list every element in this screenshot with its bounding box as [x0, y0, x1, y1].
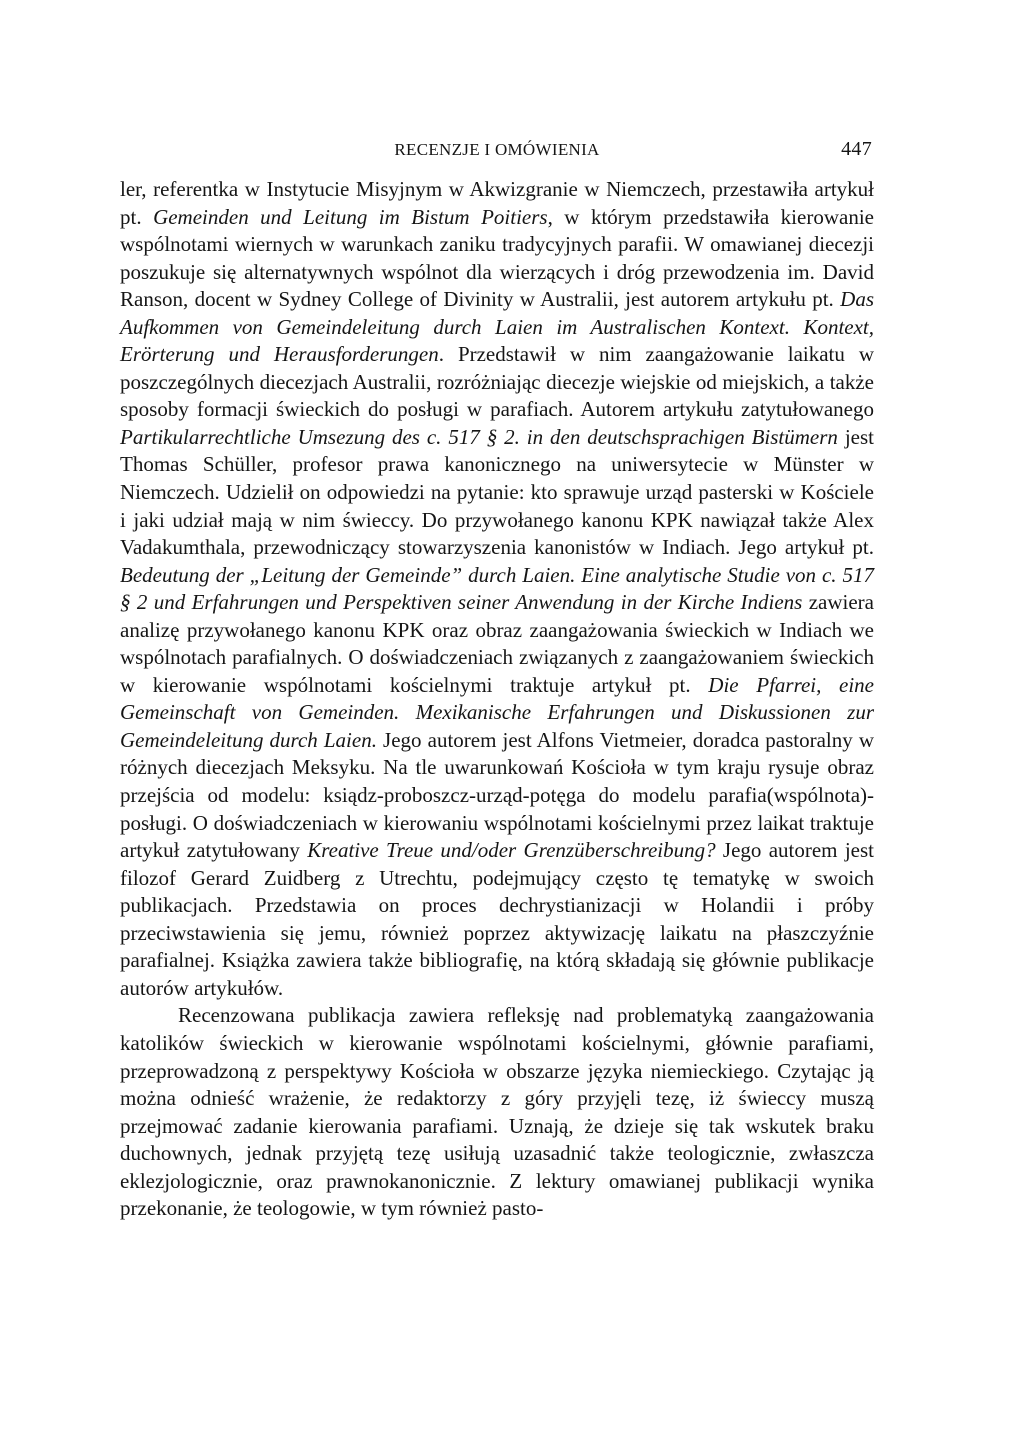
paragraph-1-segment: Jego autorem jest filozof Gerard Zuidberg z Utrechtu, podejmujący często tę tematykę w swoich publikacjach. Przedstawia on proces dechrystianizacji w Holandii i próby przeciwstawienia się jemu, również poprzez aktywizację laikatu na płaszczyźnie parafialnej. Książka zawiera także bibliografię, na którą składają się głównie publikacje autorów artykułów.: [120, 838, 874, 1000]
paragraph-1-title: Das Aufkommen von Gemeindeleitung durch Laien im Australischen Kontext. Kontext, Erörterung und Herausforderungen: [120, 287, 874, 367]
paragraph-1-segment: , w którym przedstawiła kierowanie wspólnotami wiernych w warunkach zaniku tradycyjnych parafii. W omawianej diecezji poszukuje się alternatywnych wspólnot dla wierzących i dróg przewodzenia im. David Ranson, docent w Sydney College of Divinity w Australii, jest autorem artykułu pt.: [120, 204, 874, 312]
running-head: [120, 132, 874, 176]
paragraph-1-title: Gemeinden und Leitung im Bistum Poitiers: [153, 204, 548, 229]
paragraph-1-segment: jest Thomas Schüller, profesor prawa kanonicznego na uniwersytecie w Münster w Niemczech. Udzielił on odpowiedzi na pytanie: kto sprawuje urząd pasterski w Kościele i jaki udział mają w nim świeccy. Do przywołanego kanonu KPK nawiązał także Alex Vadakumthala, przewodniczący stowarzyszenia kanonistów w Indiach. Jego artykuł pt.: [120, 424, 874, 560]
paragraph-1-segment: . Przedstawił w nim zaangażowanie laikatu w poszczególnych diecezjach Australii, rozróżniając diecezje wiejskie od miejskich, a także sposoby formacji świeckich do posługi w parafiach. Autorem artykułu zatytułowanego: [120, 342, 874, 422]
page-number: 447: [841, 138, 872, 160]
paragraph-1-segment: zawiera analizę przywołanego kanonu KPK oraz obraz zaangażowania świeckich w Indiach we wspólnotach parafialnych. O doświadczeniach związanych z zaangażowaniem świeckich w kierowanie wspólnotami kościelnymi traktuje artykuł pt.: [120, 590, 874, 697]
paragraph-1-title: Partikularrechtliche Umsezung des c. 517 § 2. in den deutschsprachigen Bistümern: [120, 424, 838, 449]
paragraph-1-title: Die Pfarrei, eine Gemeinschaft von Gemeinden. Mexikanische Erfahrungen und Diskussionen zur Gemeindeleitung durch Laien.: [120, 672, 875, 752]
paragraph-2: Recenzowana publikacja zawiera refleksję nad problematyką zaangażowania katolików świeckich w kierowanie wspólnotami kościelnymi, głównie parafiami, przeprowadzoną z perspektywy Kościoła w obszarze języka niemieckiego. Czytając ją można odnieść wrażenie, że redaktorzy z góry przyjęli tezę, iż świeccy muszą przejmować zadanie kierowania parafiami. Uznają, że dzieje się tak wskutek braku duchownych, jednak przyjętą tezę usiłują uzasadnić także teologicznie, zwłaszcza eklezjologicznie, oraz prawnokanonicznie. Z lektury omawianej publikacji wynika przekonanie, że teologowie, w tym również pasto-: [120, 1003, 874, 1221]
paragraph-1-title: Kreative Treue und/oder Grenzüberschreibung?: [307, 838, 716, 863]
paragraph-1-segment: ler, referentka w Instytucie Misyjnym w Akwizgranie w Niemczech, przestawiła artykuł pt.: [120, 177, 874, 229]
running-title: RECENZJE I OMÓWIENIA: [394, 140, 600, 159]
paragraph-1: [120, 176, 874, 1002]
paragraph-1-title: Bedeutung der „Leitung der Gemeinde” durch Laien. Eine analytische Studie von c. 517 § 2 und Erfahrungen und Perspektiven seiner Anwendung in der Kirche Indiens: [120, 562, 874, 615]
paragraph-1-segment: Jego autorem jest Alfons Vietmeier, doradca pastoralny w różnych diecezjach Meksyku. Na tle uwarunkowań Kościoła w tym kraju rysuje obraz przejścia od modelu: ksiądz-proboszcz-urząd-potęga do modelu parafia(wspólnota)-posługi. O doświadczeniach w kierowaniu wspólnotami kościelnymi przez laikat traktuje artykuł zatytułowany: [120, 727, 874, 863]
page: [120, 132, 874, 1223]
